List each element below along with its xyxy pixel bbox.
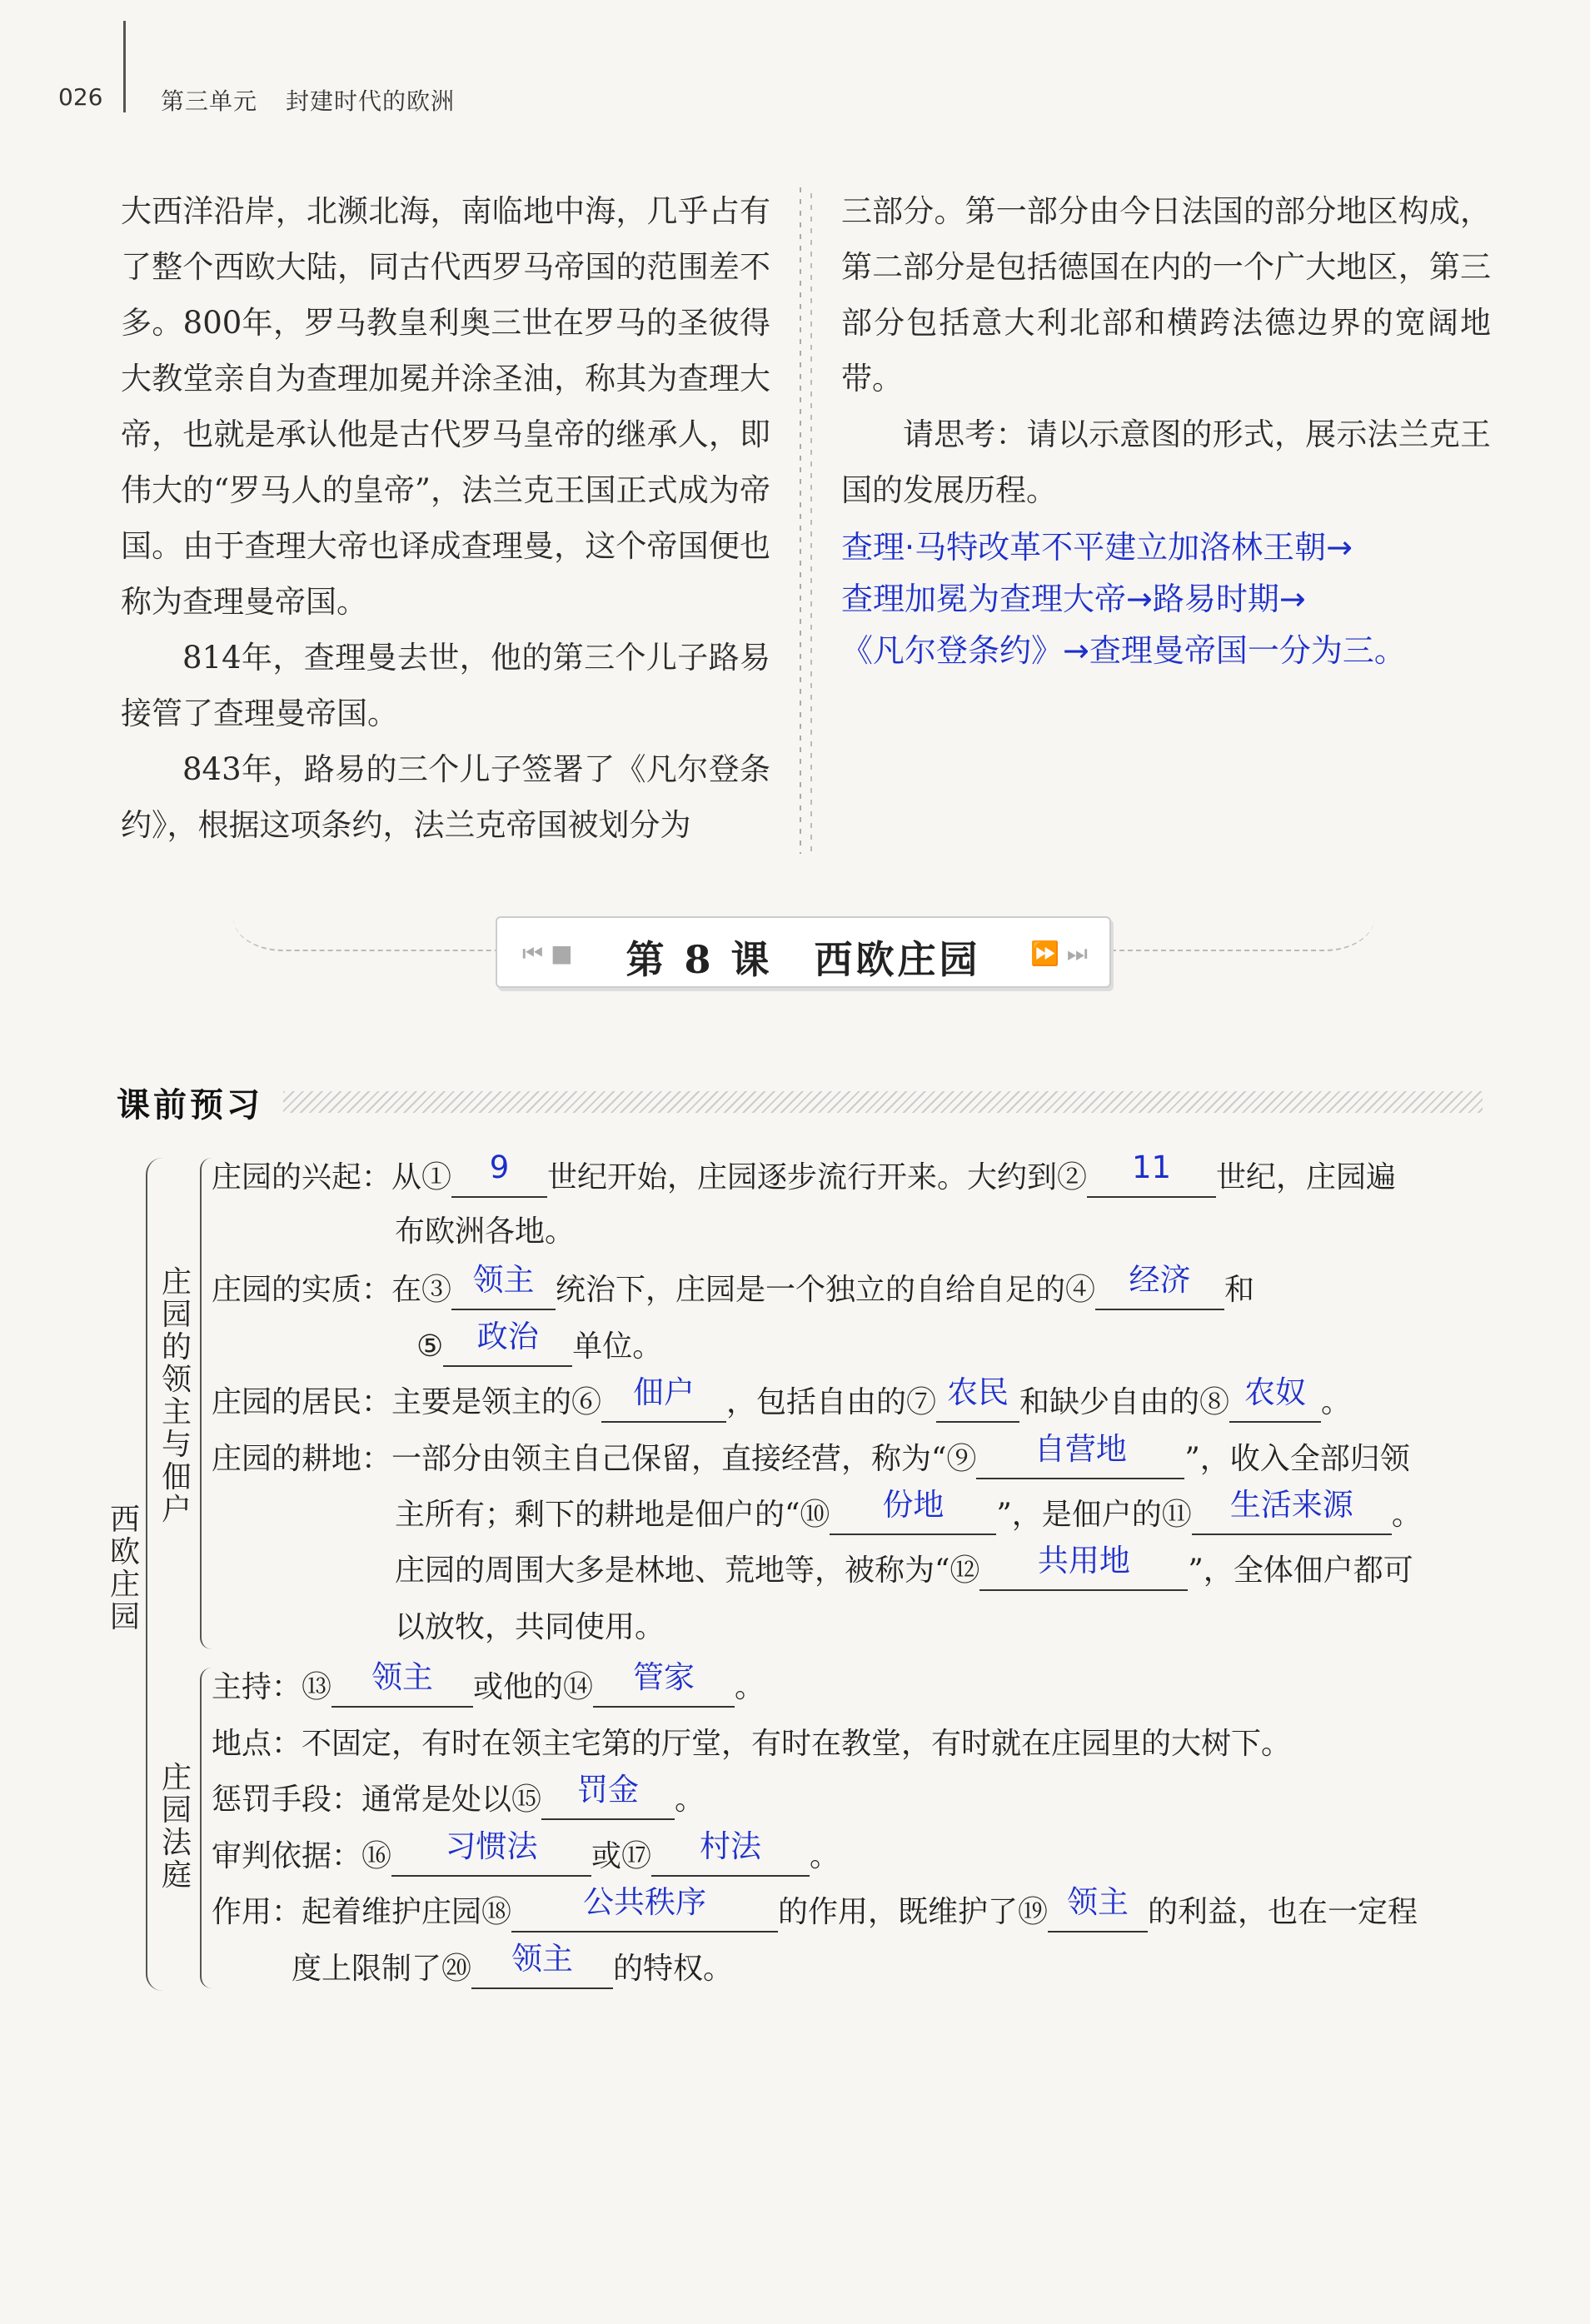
rewind-icon: ⏮ ■ bbox=[522, 940, 573, 967]
blank-14[interactable]: 管家 bbox=[593, 1673, 735, 1708]
right-paragraph-1: 三部分。第一部分由今日法国的部分地区构成，第二部分是包括德国在内的一个广大地区，第三部分包括意大利北部和横跨法德边界的宽阔地带。 bbox=[841, 193, 1491, 396]
unit-label: 第三单元 bbox=[161, 87, 258, 115]
blank-13[interactable]: 领主 bbox=[331, 1673, 473, 1708]
left-paragraph-2: 814年，查理曼去世，他的第三个儿子路易接管了查理曼帝国。 bbox=[121, 640, 770, 731]
branch-label-manor-court: 庄园法庭 bbox=[161, 1761, 192, 1893]
blank-18[interactable]: 公共秩序 bbox=[511, 1898, 778, 1933]
branch-label-lord-tenant: 庄园的领主与佃户 bbox=[161, 1265, 192, 1527]
lesson-banner bbox=[233, 866, 1374, 991]
blank-2[interactable]: 11 bbox=[1087, 1163, 1216, 1198]
answer-line: 《凡尔登条约》→查理曼帝国一分为三。 bbox=[841, 632, 1406, 669]
root-label: 西欧庄园 bbox=[109, 1503, 140, 1634]
item-residents: 庄园的居民：主要是领主的⑥ 佃户 ，包括自由的⑦ 农民 和缺少自由的⑧ 农奴 。 bbox=[212, 1383, 1351, 1423]
blank-6[interactable]: 佃户 bbox=[601, 1388, 726, 1423]
unit-title bbox=[161, 83, 455, 117]
blank-15[interactable]: 罚金 bbox=[541, 1785, 675, 1820]
handwritten-answer bbox=[841, 521, 1491, 676]
blank-4[interactable]: 经济 bbox=[1095, 1275, 1224, 1310]
lesson-name: 西欧庄园 bbox=[814, 937, 981, 982]
fast-forward-icon: ⏩ ⏭ bbox=[1030, 940, 1088, 967]
item-commons: 庄园的周围大多是林地、荒地等，被称为“⑫ 共用地 ”，全体佃户都可 bbox=[395, 1551, 1413, 1591]
blank-1[interactable]: 9 bbox=[451, 1163, 547, 1198]
item-function-cont: 度上限制了⑳ 领主 的特权。 bbox=[292, 1949, 733, 1989]
blank-16[interactable]: 习惯法 bbox=[391, 1842, 591, 1877]
lesson-number: 第 8 课 bbox=[626, 937, 773, 982]
column-divider-decoration bbox=[810, 187, 812, 854]
column-divider bbox=[800, 187, 801, 854]
think-question: 请思考：请以示意图的形式，展示法兰克王国的发展历程。 bbox=[841, 416, 1491, 508]
lesson-title bbox=[497, 930, 1109, 985]
blank-19[interactable]: 领主 bbox=[1048, 1898, 1148, 1933]
blank-17[interactable]: 村法 bbox=[651, 1842, 810, 1877]
outline-tree bbox=[108, 1150, 1499, 2007]
item-rise: 庄园的兴起：从① 9 世纪开始，庄园逐步流行开来。大约到② 11 世纪，庄园遍 bbox=[212, 1158, 1396, 1198]
lesson-title-box bbox=[496, 916, 1111, 988]
item-nature: 庄园的实质：在③ 领主 统治下，庄园是一个独立的自给自足的④ 经济 和 bbox=[212, 1270, 1254, 1310]
answer-line: 查理加冕为查理大帝→路易时期→ bbox=[841, 581, 1306, 617]
header-divider bbox=[123, 21, 126, 112]
page-number: 026 bbox=[58, 83, 103, 111]
left-paragraph-3: 843年，路易的三个儿子签署了《凡尔登条约》，根据这项条约，法兰克帝国被划分为 bbox=[121, 751, 770, 843]
item-rise-cont: 布欧洲各地。 bbox=[395, 1214, 576, 1249]
left-paragraph-1: 大西洋沿岸，北濒北海，南临地中海，几乎占有了整个西欧大陆，同古代西罗马帝国的范围差不多。800年，罗马教皇利奥三世在罗马的圣彼得大教堂亲自为查理加冕并涂圣油，称其为查理大帝，也就是承认他是古代罗马皇帝的继承人，即伟大的“罗马人的皇帝”，法兰克王国正式成为帝国。由于查理大帝也译成查理曼，这个帝国便也称为查理曼帝国。 bbox=[121, 193, 770, 620]
item-farmland: 庄园的耕地：一部分由领主自己保留，直接经营，称为“⑨ 自营地 ”，收入全部归领 bbox=[212, 1439, 1410, 1479]
branch-brace-2 bbox=[200, 1668, 213, 1988]
blank-12[interactable]: 共用地 bbox=[979, 1556, 1188, 1591]
item-location: 地点：不固定，有时在领主宅第的厅堂，有时在教堂，有时就在庄园里的大树下。 bbox=[212, 1727, 1292, 1761]
item-function: 作用：起着维护庄园⑱ 公共秩序 的作用，既维护了⑲ 领主 的利益，也在一定程 bbox=[212, 1893, 1418, 1933]
item-basis: 审判依据：⑯ 习惯法 或⑰ 村法 。 bbox=[212, 1837, 840, 1877]
item-farmland-cont: 主所有；剩下的耕地是佃户的“⑩ 份地 ”，是佃户的⑪ 生活来源 。 bbox=[395, 1495, 1422, 1535]
item-nature-cont: ⑤ 政治 单位。 bbox=[416, 1327, 662, 1367]
page-header bbox=[0, 0, 1590, 125]
item-presider: 主持：⑬ 领主 或他的⑭ 管家 。 bbox=[212, 1668, 765, 1708]
blank-7[interactable]: 农民 bbox=[936, 1388, 1019, 1423]
section-title: 课前预习 bbox=[117, 1086, 263, 1125]
right-column bbox=[841, 183, 1491, 676]
item-punishment: 惩罚手段：通常是处以⑮ 罚金 。 bbox=[212, 1780, 705, 1820]
item-commons-cont: 以放牧，共同使用。 bbox=[395, 1610, 665, 1644]
answer-line: 查理·马特改革不平建立加洛林王朝→ bbox=[841, 529, 1353, 566]
blank-10[interactable]: 份地 bbox=[830, 1500, 996, 1535]
left-column bbox=[121, 183, 770, 853]
blank-5[interactable]: 政治 bbox=[443, 1332, 572, 1367]
blank-20[interactable]: 领主 bbox=[471, 1954, 613, 1989]
blank-8[interactable]: 农奴 bbox=[1229, 1388, 1321, 1423]
section-hatch bbox=[283, 1091, 1483, 1113]
blank-9[interactable]: 自营地 bbox=[976, 1444, 1184, 1479]
blank-11[interactable]: 生活来源 bbox=[1192, 1500, 1392, 1535]
blank-3[interactable]: 领主 bbox=[451, 1275, 556, 1310]
unit-name: 封建时代的欧洲 bbox=[286, 87, 456, 115]
